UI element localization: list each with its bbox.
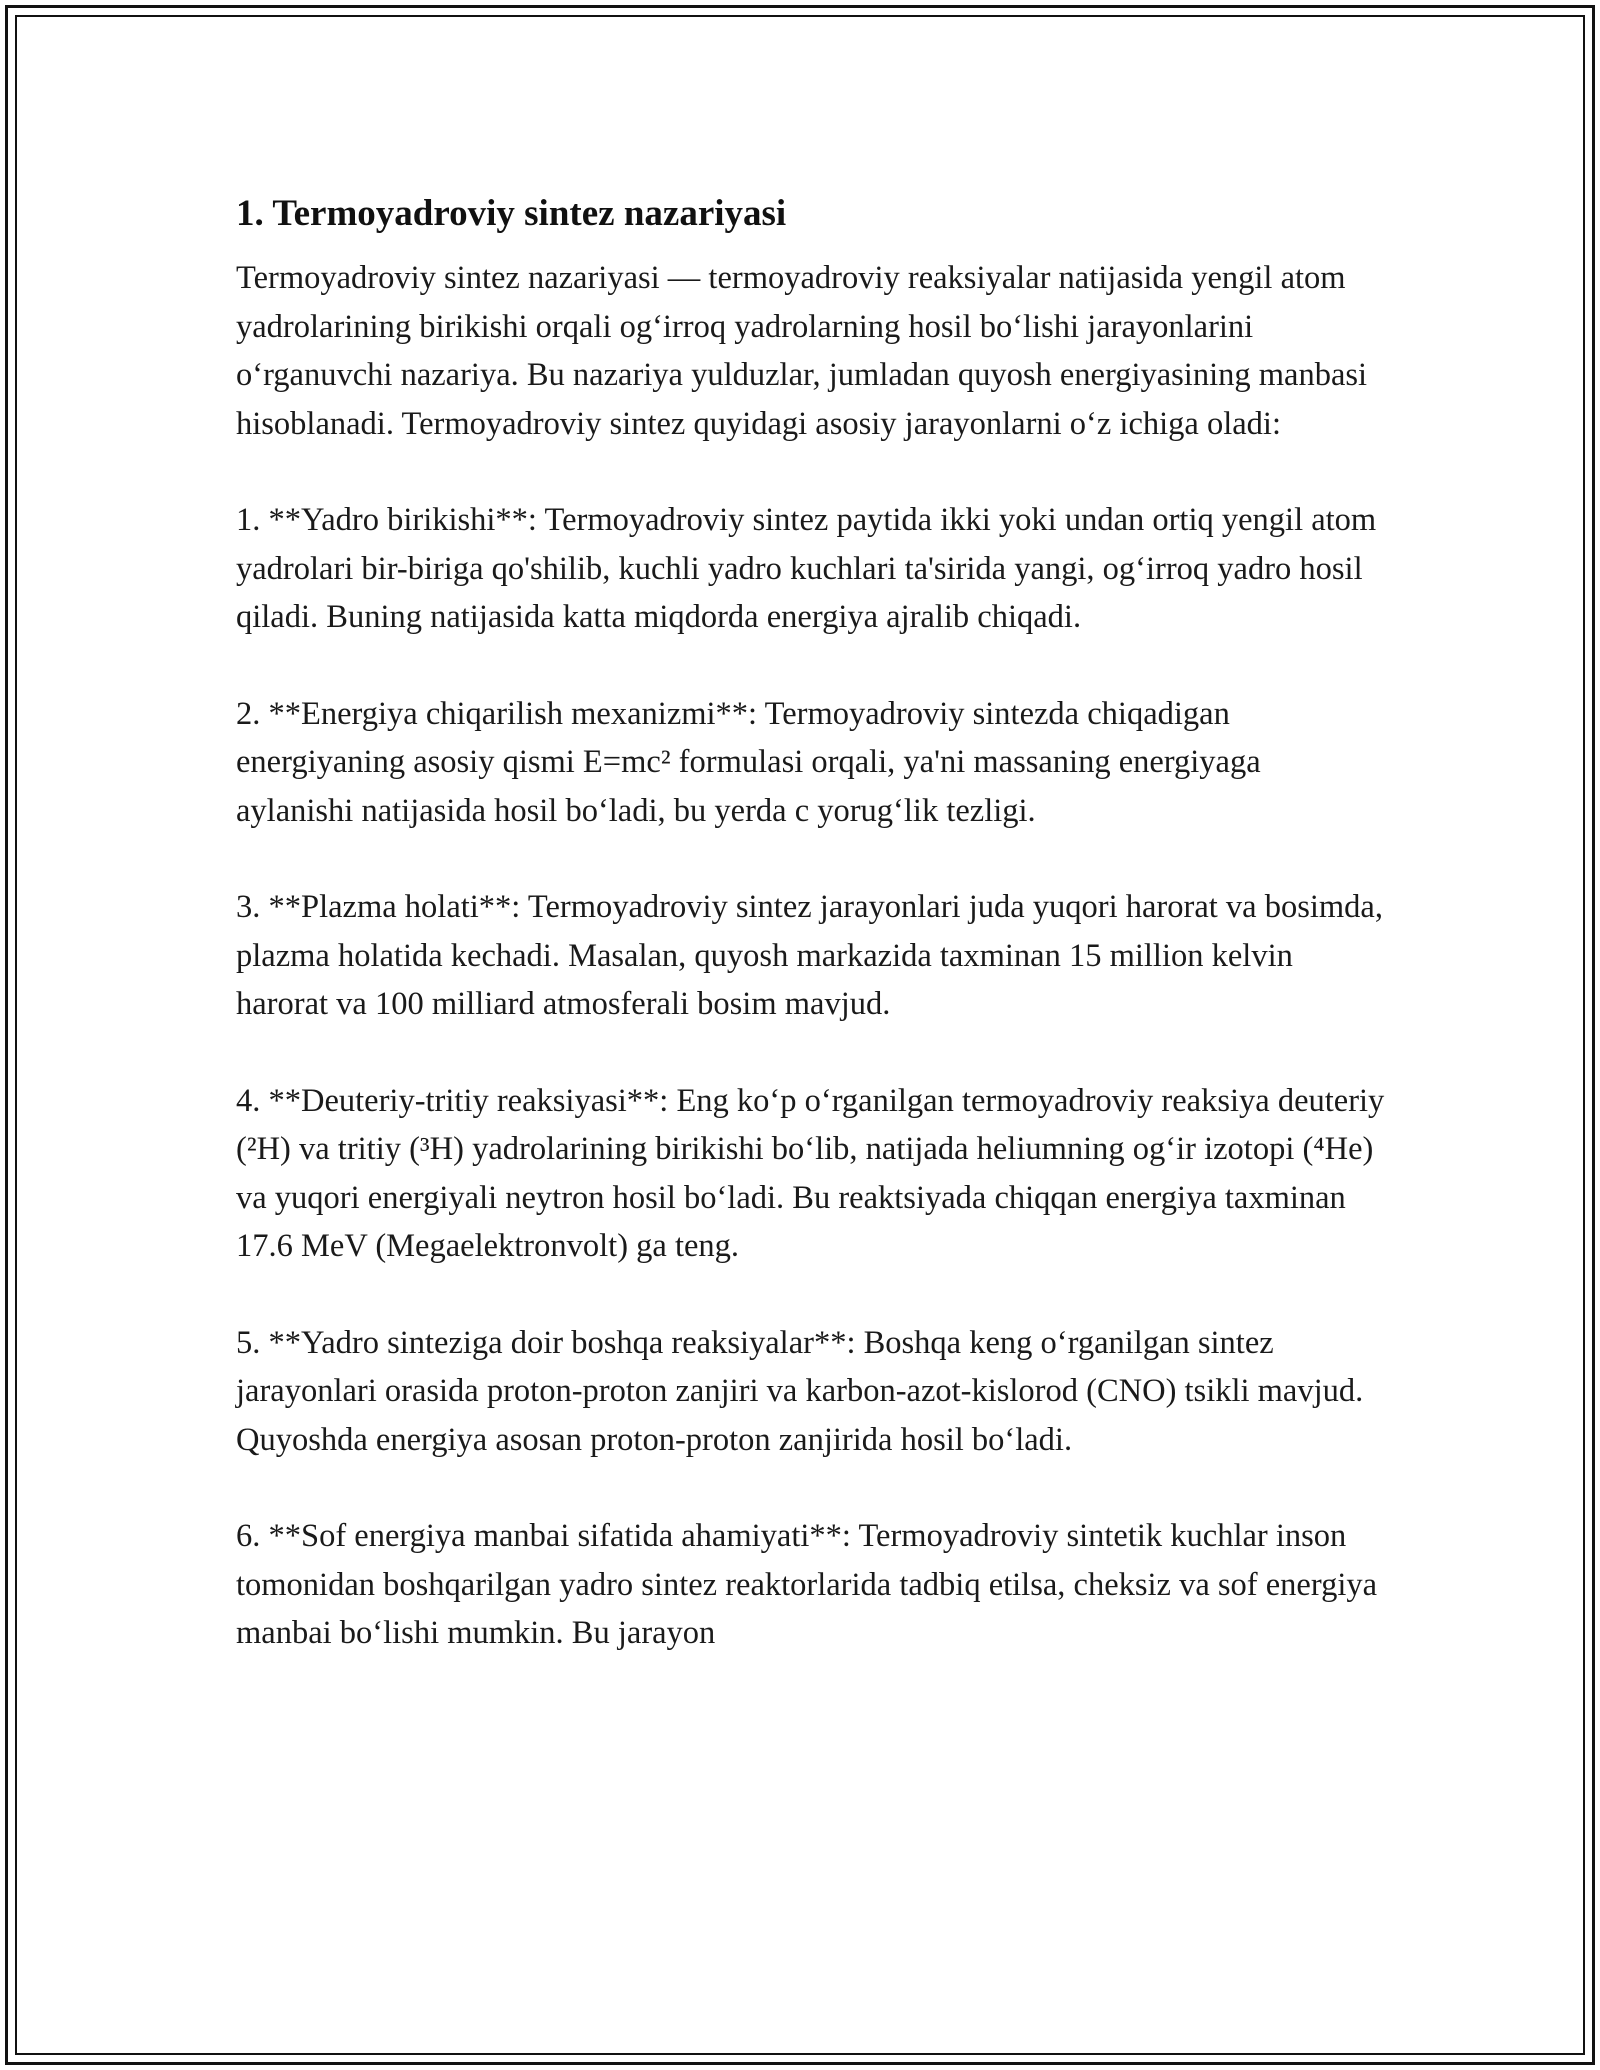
list-item-boshqa-reaksiyalar: 5. **Yadro sinteziga doir boshqa reaksiyalar**: Boshqa keng oʻrganilgan sintez jarayonlari orasida proton-proton zanjiri va karbon-azot-kislorod (CNO) tsikli mavjud. Quyoshda energiya asosan proton-proton zanjirida hosil boʻladi. <box>236 1324 1364 1458</box>
document-body <box>236 188 1386 1706</box>
section-heading: 1. Termoyadroviy sintez nazariyasi <box>236 193 787 234</box>
intro-paragraph: Termoyadroviy sintez nazariyasi — termoyadroviy reaksiyalar natijasida yengil atom yadrolarining birikishi orqali ogʻirroq yadrolarning hosil boʻlishi jarayonlarini oʻrganuvchi nazariya. Bu nazariya yulduzlar, jumladan quyosh energiyasining manbasi hisoblanadi. Termoyadroviy sintez quyidagi asosiy jarayonlarni oʻz ichiga oladi: <box>236 260 1368 442</box>
list-item-deuteriy-tritiy: 4. **Deuteriy-tritiy reaksiyasi**: Eng koʻp oʻrganilgan termoyadroviy reaksiya deuteriy (²H) va tritiy (³H) yadrolarining birikishi boʻlib, natijada heliumning ogʻir izotopi (⁴He) va yuqori energiyali neytron hosil boʻladi. Bu reaktsiyada chiqqan energiya taxminan 17.6 MeV (Megaelektronvolt) ga teng. <box>236 1082 1385 1264</box>
list-item-yadro-birikishi: 1. **Yadro birikishi**: Termoyadroviy sintez paytida ikki yoki undan ortiq yengil atom yadrolari bir-biriga qo'shilib, kuchli yadro kuchlari ta'sirida yangi, ogʻirroq yadro hosil qiladi. Buning natijasida katta miqdorda energiya ajralib chiqadi. <box>236 502 1377 635</box>
list-item-energiya-chiqarilish: 2. **Energiya chiqarilish mexanizmi**: Termoyadroviy sintezda chiqadigan energiyaning asosiy qismi E=mc² formulasi orqali, ya'ni massaning energiyaga aylanishi natijasida hosil boʻladi, bu yerda c yorugʻlik tezligi. <box>236 695 1261 829</box>
list-item-sof-energiya: 6. **Sof energiya manbai sifatida ahamiyati**: Termoyadroviy sintetik kuchlar inson tomonidan boshqarilgan yadro sintez reaktorlarida tadbiq etilsa, cheksiz va sof energiya manbai boʻlishi mumkin. Bu jarayon <box>236 1518 1378 1651</box>
list-item-plazma-holati: 3. **Plazma holati**: Termoyadroviy sintez jarayonlari juda yuqori harorat va bosimda, plazma holatida kechadi. Masalan, quyosh markazida taxminan 15 million kelvin harorat va 100 milliard atmosferali bosim mavjud. <box>236 889 1383 1022</box>
